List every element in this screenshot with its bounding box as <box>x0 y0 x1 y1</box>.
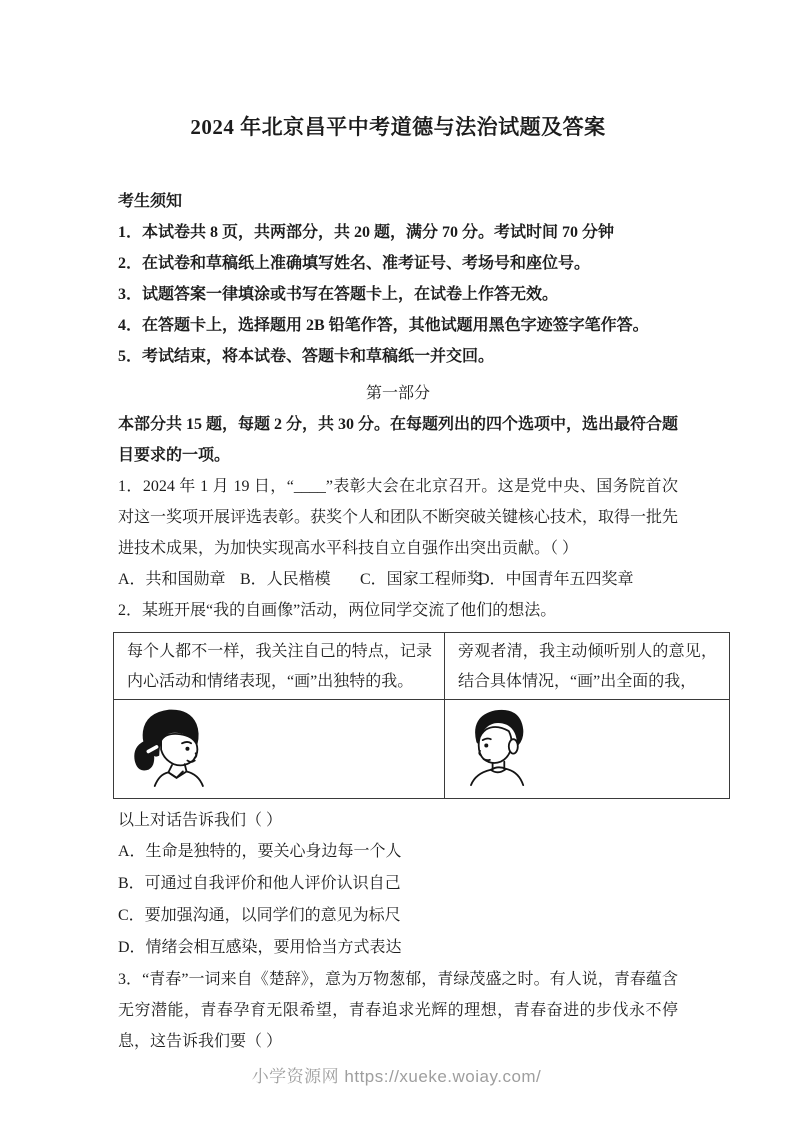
question-1-option-b: B．人民楷模 <box>240 571 331 588</box>
dialogue-cell-right: 旁观者清，我主动倾听别人的意见，结合具体情况，“画”出全面的我， <box>445 633 730 700</box>
question-1-option-c: C．国家工程师奖 <box>360 571 483 588</box>
question-1-option-d: D．中国青年五四奖章 <box>478 571 634 588</box>
notice-heading: 考生须知 <box>118 193 183 210</box>
part1-heading: 第一部分 <box>365 385 430 402</box>
notice-item-2: 2．在试卷和草稿纸上准确填写姓名、准考证号、考场号和座位号。 <box>118 255 591 272</box>
question-1-option-a: A．共和国勋章 <box>118 571 226 588</box>
question-2-option-d: D．情绪会相互感染，要用恰当方式表达 <box>118 939 402 956</box>
question-2-stem: 2．某班开展“我的自画像”活动，两位同学交流了他们的想法。 <box>118 602 557 619</box>
question-1-options <box>118 564 678 595</box>
question-2-followup: 以上对话告诉我们（ ） <box>118 812 283 829</box>
girl-illustration <box>122 704 222 788</box>
notice-item-3: 3．试题答案一律填涂或书写在答题卡上，在试卷上作答无效。 <box>118 286 559 303</box>
dialogue-text-row <box>114 633 730 700</box>
notice-item-5: 5．考试结束，将本试卷、答题卡和草稿纸一并交回。 <box>118 348 495 365</box>
dialogue-table <box>113 632 730 799</box>
dialogue-picture-row <box>114 700 730 799</box>
page-title: 2024 年北京昌平中考道德与法治试题及答案 <box>190 115 606 139</box>
question-2-option-b: B．可通过自我评价和他人评价认识自己 <box>118 875 401 892</box>
notice-item-4: 4．在答题卡上，选择题用 2B 铅笔作答，其他试题用黑色字迹签字笔作答。 <box>118 317 649 334</box>
boy-illustration <box>453 704 543 787</box>
question-2-option-c: C．要加强沟通，以同学们的意见为标尺 <box>118 907 401 924</box>
question-2-options <box>118 836 678 964</box>
page-footer <box>0 1062 793 1087</box>
dialogue-picture-cell-right <box>445 700 730 799</box>
footer-site-link[interactable]: 小学资源网 https://xueke.woiay.com/ <box>251 1067 542 1086</box>
dialogue-picture-cell-left <box>114 700 445 799</box>
question-1-stem: 1．2024 年 1 月 19 日，“____”表彰大会在北京召开。这是党中央、国务院首次对这一奖项开展评选表彰。获奖个人和团队不断突破关键核心技术，取得一批先进技术成果，为加快实现高水平科技自立自强作出突出贡献。（ ） <box>118 478 679 557</box>
dialogue-cell-left: 每个人都不一样，我关注自己的特点，记录内心活动和情绪表现，“画”出独特的我。 <box>114 633 445 700</box>
part1-intro: 本部分共 15 题，每题 2 分，共 30 分。在每题列出的四个选项中，选出最符合题目要求的一项。 <box>118 416 679 464</box>
question-3-stem: 3．“青春”一词来自《楚辞》，意为万物葱郁，青绿茂盛之时。有人说，青春蕴含无穷潜能，青春孕育无限希望，青春追求光辉的理想，青春奋进的步伐永不停息，这告诉我们要（ ） <box>118 971 678 1050</box>
notice-item-1: 1．本试卷共 8 页，共两部分，共 20 题，满分 70 分。考试时间 70 分钟 <box>118 224 615 241</box>
question-2-option-a: A．生命是独特的，要关心身边每一个人 <box>118 843 402 860</box>
